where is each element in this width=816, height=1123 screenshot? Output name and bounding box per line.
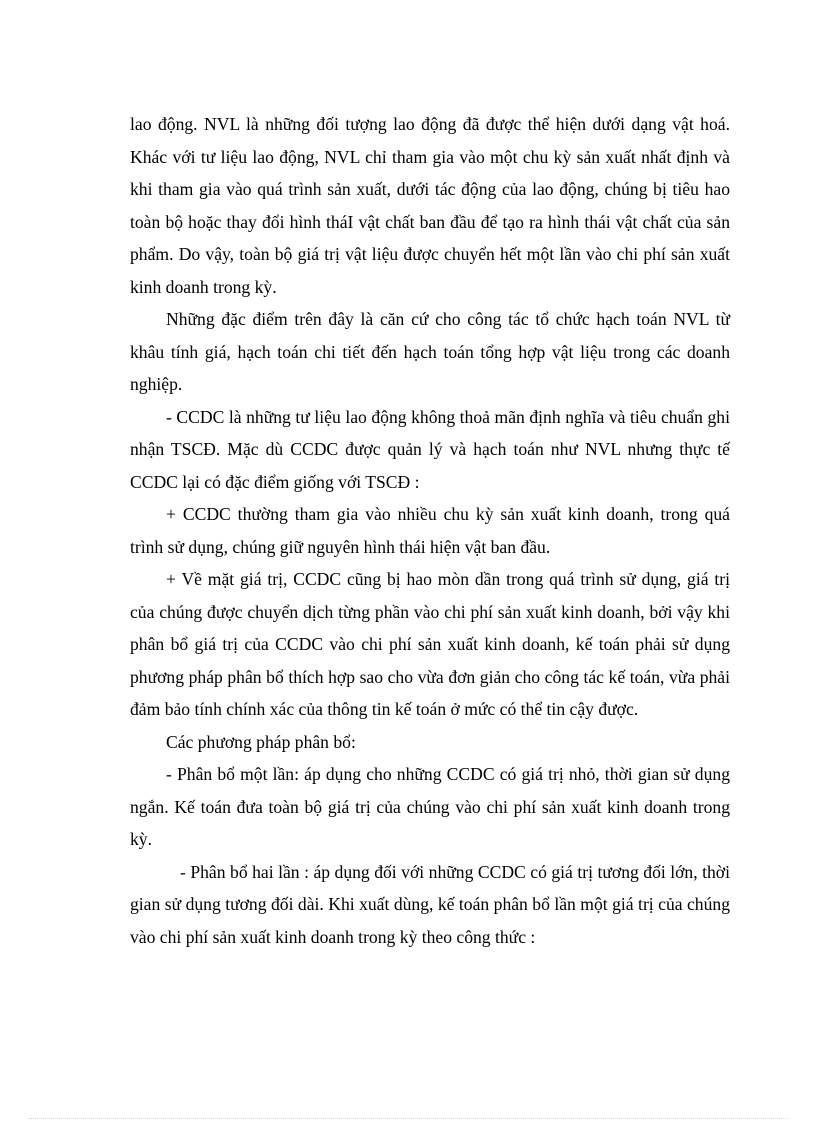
paragraph-ccdc-usage: + CCDC thường tham gia vào nhiều chu kỳ sản xuất kinh doanh, trong quá trình sử dụng, chúng giữ nguyên hình thái hiện vật ban đầu. xyxy=(130,504,730,557)
paragraph-characteristics: Những đặc điểm trên đây là căn cứ cho công tác tổ chức hạch toán NVL từ khâu tính giá, hạch toán chi tiết đến hạch toán tổng hợp vật liệu trong các doanh nghiệp. xyxy=(130,309,730,394)
paragraph-ccdc-value: + Về mặt giá trị, CCDC cũng bị hao mòn dần trong quá trình sử dụng, giá trị của chúng được chuyển dịch từng phần vào chi phí sản xuất kinh doanh, bởi vậy khi phân bổ giá trị của CCDC vào chi phí sản xuất kinh doanh, kế toán phải sử dụng phương pháp phân bổ thích hợp sao cho vừa đơn giản cho công tác kế toán, vừa phải đảm bảo tính chính xác của thông tin kế toán ở mức có thể tin cậy được. xyxy=(130,569,730,719)
paragraph-two-time-allocation: - Phân bổ hai lần : áp dụng đối với những CCDC có giá trị tương đối lớn, thời gian sử dụng tương đối dài. Khi xuất dùng, kế toán phân bổ lần một giá trị của chúng vào chi phí sản xuất kinh doanh trong kỳ theo công thức : xyxy=(130,861,730,947)
paragraph-allocation-methods-heading: Các phương pháp phân bổ: xyxy=(166,731,356,752)
paragraph-one-time-allocation: - Phân bổ một lần: áp dụng cho những CCDC có giá trị nhỏ, thời gian sử dụng ngắn. Kế toán đưa toàn bộ giá trị của chúng vào chi phí sản xuất kinh doanh trong kỳ. xyxy=(130,764,730,849)
paragraph-ccdc-definition: - CCDC là những tư liệu lao động không thoả mãn định nghĩa và tiêu chuẩn ghi nhận TSCĐ. Mặc dù CCDC được quản lý và hạch toán như NVL nhưng thực tế CCDC lại có đặc điểm giống với TSCĐ : xyxy=(130,406,730,492)
document-body xyxy=(130,108,730,953)
paragraph-nvl-definition: lao động. NVL là những đối tượng lao động đã được thể hiện dưới dạng vật hoá. Khác với tư liệu lao động, NVL chỉ tham gia vào một chu kỳ sản xuất nhất định và khi tham gia vào quá trình sản xuất, dưới tác động của lao động, chúng bị tiêu hao toàn bộ hoặc thay đổi hình tháI vật chất ban đầu để tạo ra hình thái vật chất của sản phẩm. Do vậy, toàn bộ giá trị vật liệu được chuyển hết một lần vào chi phí sản xuất kinh doanh trong kỳ. xyxy=(130,114,730,297)
page-bottom-divider xyxy=(28,1118,788,1119)
